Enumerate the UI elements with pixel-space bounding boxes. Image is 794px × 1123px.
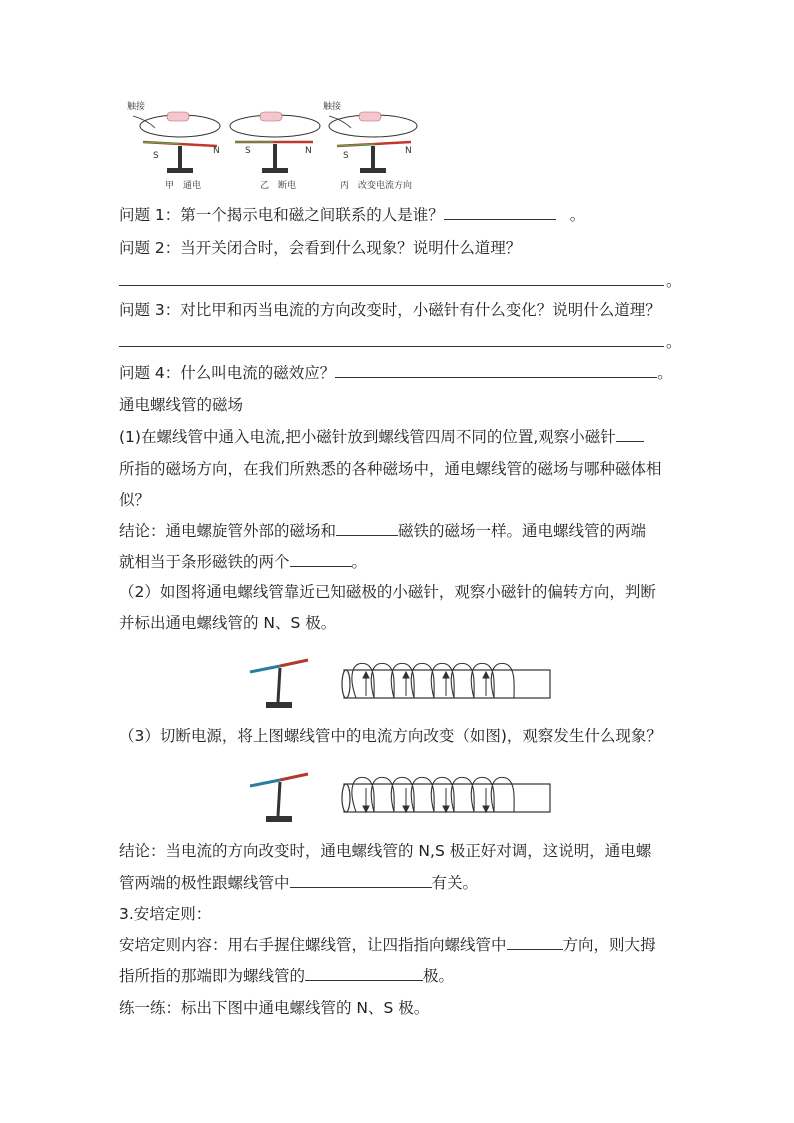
solenoid: [342, 663, 550, 698]
conclusion-1-line-1: [119, 521, 646, 541]
conclusion-text: 管两端的极性跟螺线管中: [119, 874, 290, 892]
question-4: [119, 363, 673, 383]
panel-bing: [323, 100, 417, 191]
n-pole-label: N: [405, 146, 412, 156]
question-1: [119, 205, 585, 225]
s-pole-label: S: [245, 146, 251, 156]
rule-text: 极。: [423, 967, 455, 985]
oersted-experiment-figure: [125, 98, 425, 194]
conclusion-2-line-1: 结论：当电流的方向改变时，通电螺线管的 N,S 极正好对调，这说明，通电螺: [119, 842, 652, 860]
solenoid-figure-2: [248, 770, 558, 830]
conclusion-text: 。: [351, 553, 368, 571]
ampere-rule-title: 3.安培定则：: [119, 905, 212, 923]
part-2-line-2: 并标出通电螺线管的 N、S 极。: [119, 614, 337, 632]
answer-blank[interactable]: [336, 521, 398, 536]
part-1-line-3: 似？: [119, 491, 151, 509]
solenoid: [342, 777, 550, 812]
s-pole-label: S: [343, 151, 349, 161]
rule-text: 指所指的那端即为螺线管的: [119, 967, 306, 985]
answer-blank[interactable]: [305, 966, 423, 981]
panel-jia: [127, 100, 220, 191]
part-2-line-1: （2）如图将通电螺线管靠近已知磁极的小磁针，观察小磁针的偏转方向，判断: [119, 583, 656, 601]
answer-blank[interactable]: [335, 363, 657, 378]
answer-blank[interactable]: [290, 552, 352, 567]
conclusion-2-line-2: [119, 873, 478, 893]
panel-yi: [230, 112, 320, 191]
practice-prompt: 练一练：标出下图中通电螺线管的 N、S 极。: [119, 999, 430, 1017]
s-pole-label: S: [153, 151, 159, 161]
conclusion-text: 有关。: [431, 874, 479, 892]
ampere-rule-line-1: [119, 935, 656, 955]
touch-label: 触接: [127, 102, 146, 112]
solenoid-figure-1: [248, 656, 558, 716]
answer-blank[interactable]: [290, 873, 432, 888]
question-3-text: 问题 3：对比甲和丙当电流的方向改变时，小磁针有什么变化？说明什么道理？: [119, 301, 661, 319]
answer-line[interactable]: [119, 285, 664, 286]
question-2-text: 问题 2：当开关闭合时，会看到什么现象？说明什么道理？: [119, 239, 522, 257]
ampere-rule-line-2: [119, 966, 454, 986]
question-1-text: 问题 1：第一个揭示电和磁之间联系的人是谁？: [119, 206, 444, 224]
answer-line[interactable]: [119, 346, 664, 347]
part-1-text: (1)在螺线管中通入电流,把小磁针放到螺线管四周不同的位置,观察小磁针: [119, 428, 616, 446]
conclusion-text: 就相当于条形磁铁的两个: [119, 553, 290, 571]
caption-jia: 甲 通电: [165, 181, 202, 191]
conclusion-1-line-2: [119, 552, 367, 572]
answer-blank[interactable]: [616, 427, 644, 442]
conclusion-text: 结论：通电螺旋管外部的磁场和: [119, 522, 337, 540]
question-4-text: 问题 4：什么叫电流的磁效应？: [119, 364, 336, 382]
compass-needle: [250, 660, 308, 708]
question-4-end: 。: [657, 364, 673, 382]
conclusion-text: 磁铁的磁场一样。通电螺线管的两端: [398, 522, 647, 540]
rule-text: 安培定则内容：用右手握住螺线管，让四指指向螺线管中: [119, 936, 507, 954]
n-pole-label: N: [305, 146, 312, 156]
answer-blank[interactable]: [444, 205, 556, 220]
part-1-line-2: 所指的磁场方向，在我们所熟悉的各种磁场中，通电螺线管的磁场与哪种磁体相: [119, 460, 662, 478]
part-1-line-1: [119, 427, 644, 447]
question-1-end: 。: [569, 206, 586, 224]
compass-needle: [250, 774, 308, 822]
n-pole-label: N: [213, 146, 220, 156]
question-3-end: 。: [666, 333, 682, 351]
answer-blank[interactable]: [507, 935, 563, 950]
section-title: 通电螺线管的磁场: [119, 396, 244, 414]
touch-label: 触接: [323, 102, 342, 112]
caption-yi: 乙 断电: [260, 181, 297, 191]
part-3-line-1: （3）切断电源，将上图螺线管中的电流方向改变（如图)，观察发生什么现象？: [119, 727, 662, 745]
question-2-end: 。: [666, 272, 682, 290]
caption-bing: 丙 改变电流方向: [340, 181, 413, 191]
rule-text: 方向，则大拇: [562, 936, 656, 954]
